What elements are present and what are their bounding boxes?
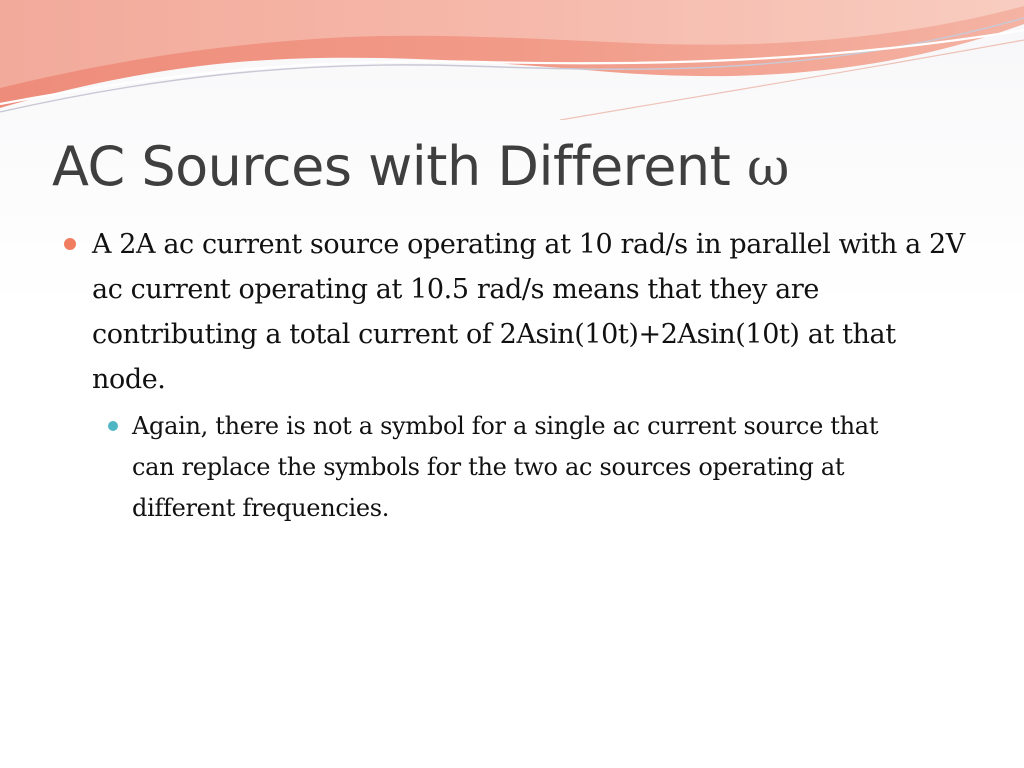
- slide-content: [62, 222, 982, 529]
- bullet-text: A 2A ac current source operating at 10 rad/s in parallel with a 2V ac current operating at 10.5 rad/s means that they are contributing a total current of 2Asin(10t)+2Asin(10t) at that node.: [92, 229, 965, 395]
- sub-bullet-item: [104, 406, 982, 529]
- sub-bullet-text: Again, there is not a symbol for a single ac current source that can replace the symbols for the two ac sources operating at different frequencies.: [132, 412, 879, 522]
- header-wave-decoration: [0, 0, 1024, 120]
- slide-title-text: AC Sources with Different: [52, 135, 747, 198]
- slide-title: [52, 132, 789, 203]
- sub-bullet-dot-icon: [108, 421, 118, 431]
- omega-symbol: ω: [747, 138, 789, 198]
- bullet-dot-icon: [64, 238, 76, 250]
- bullet-item: [62, 222, 982, 402]
